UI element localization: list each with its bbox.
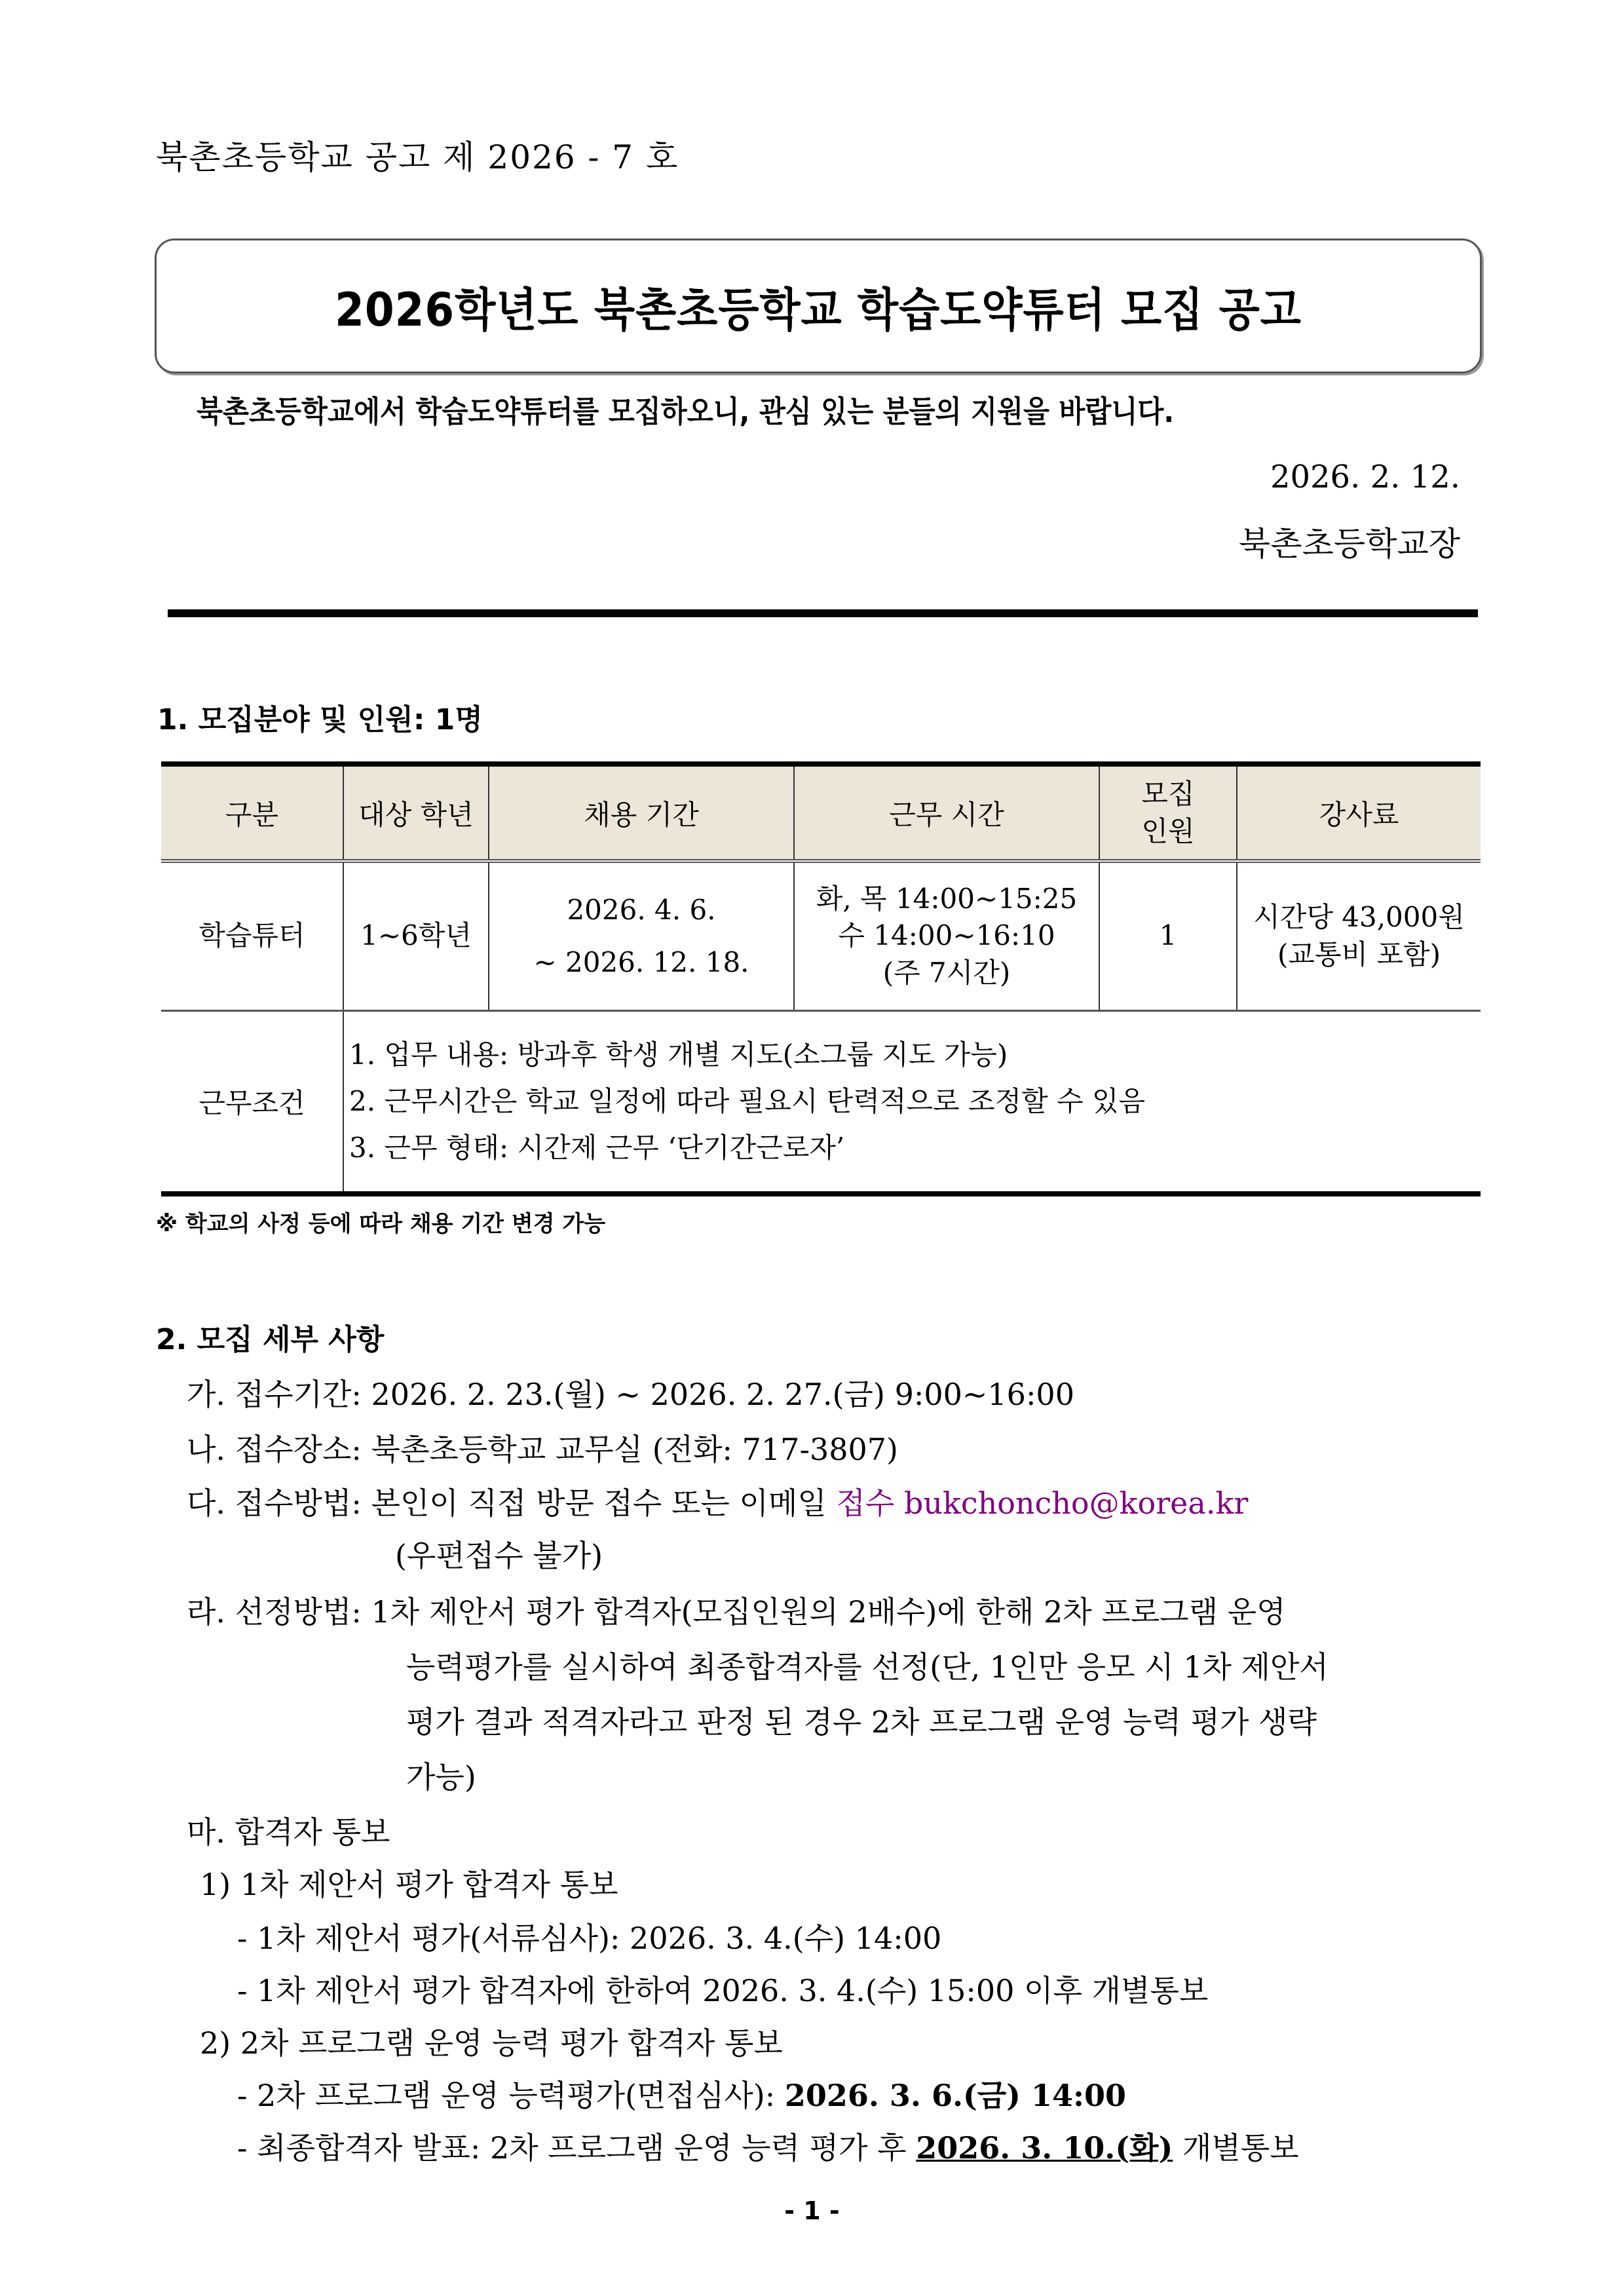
item-ma: 마. 합격자 통보 <box>187 1814 390 1850</box>
conditions-list <box>343 1010 1481 1194</box>
item-ra-line3: 평가 결과 적격자라고 판정 된 경우 2차 프로그램 운영 능력 평가 생략 <box>406 1704 1317 1740</box>
condition-item: 2. 근무시간은 학교 일정에 따라 필요시 탄력적으로 조정할 수 있음 <box>349 1085 1146 1118</box>
cell-hours <box>794 861 1099 1010</box>
da-prefix: 다. 접수방법: 본인이 직접 방문 접수 또는 이메일 <box>187 1485 837 1521</box>
intro-text: 북촌초등학교에서 학습도약튜터를 모집하오니, 관심 있는 분들의 지원을 바랍니다. <box>197 394 1175 429</box>
notice-number: 북촌초등학교 공고 제 2026 - 7 호 <box>156 138 679 176</box>
condition-item: 3. 근무 형태: 시간제 근무 ‘단기간근로자’ <box>349 1132 845 1164</box>
hours-line3: (주 7시간) <box>882 957 1011 989</box>
header-grade: 대상 학년 <box>343 764 489 861</box>
item-ra-line2: 능력평가를 실시하여 최종합격자를 선정(단, 1인만 응모 시 1차 제안서 <box>406 1649 1329 1685</box>
ma2-a-prefix: - 2차 프로그램 운영 능력평가(면접심사): <box>237 2078 785 2113</box>
conditions-label: 근무조건 <box>161 1010 343 1194</box>
cell-grade: 1~6학년 <box>343 861 489 1010</box>
header-period: 채용 기간 <box>489 764 794 861</box>
table-row <box>161 861 1481 1010</box>
recruitment-table <box>161 761 1481 1196</box>
condition-item: 1. 업무 내용: 방과후 학생 개별 지도(소그룹 지도 가능) <box>349 1038 1008 1071</box>
item-da-line2: (우편접수 불가) <box>395 1538 603 1573</box>
cell-pay <box>1237 861 1481 1010</box>
email-link[interactable]: 접수 bukchoncho@korea.kr <box>836 1485 1249 1521</box>
ma2-b-suffix: 개별통보 <box>1173 2130 1299 2166</box>
issuer: 북촌초등학교장 <box>1238 525 1460 563</box>
section2-heading: 2. 모집 세부 사항 <box>156 1323 385 1356</box>
page-title: 2026학년도 북촌초등학교 학습도약튜터 모집 공고 <box>335 282 1302 337</box>
item-ra-line1: 라. 선정방법: 1차 제안서 평가 합격자(모집인원의 2배수)에 한해 2차 프로그램 운영 <box>187 1594 1286 1630</box>
pay-line2: (교통비 포함) <box>1277 938 1441 970</box>
item-ma1-a: - 1차 제안서 평가(서류심사): 2026. 3. 4.(수) 14:00 <box>237 1921 942 1956</box>
item-ra-line4: 가능) <box>406 1759 476 1795</box>
header-hours: 근무 시간 <box>794 764 1099 861</box>
table-note: ※ 학교의 사정 등에 따라 채용 기간 변경 가능 <box>156 1211 606 1237</box>
header-recruit-count <box>1099 764 1237 861</box>
cell-period <box>489 861 794 1010</box>
header-pay: 강사료 <box>1237 764 1481 861</box>
pay-line1: 시간당 43,000원 <box>1253 901 1465 934</box>
section1-heading: 1. 모집분야 및 인원: 1명 <box>157 703 483 737</box>
item-na-location: 나. 접수장소: 북촌초등학교 교무실 (전화: 717-3807) <box>187 1432 899 1467</box>
hours-line2: 수 14:00~16:10 <box>838 919 1055 952</box>
item-ma1-b: - 1차 제안서 평가 합격자에 한하여 2026. 3. 4.(수) 15:00 이후 개별통보 <box>237 1973 1209 2008</box>
title-box <box>155 239 1482 373</box>
notice-date: 2026. 2. 12. <box>1270 459 1460 495</box>
item-ga-period: 가. 접수기간: 2026. 2. 23.(월) ~ 2026. 2. 27.(금) 9:00~16:00 <box>187 1377 1074 1412</box>
interview-date: 2026. 3. 6.(금) 14:00 <box>784 2078 1126 2113</box>
period-end: ~ 2026. 12. 18. <box>533 946 749 978</box>
item-ma1: 1) 1차 제안서 평가 합격자 통보 <box>200 1867 618 1902</box>
cell-category: 학습튜터 <box>161 861 343 1010</box>
item-ma2-a <box>237 2072 1126 2115</box>
hours-line1: 화, 목 14:00~15:25 <box>816 882 1078 915</box>
header-divider <box>168 609 1478 617</box>
final-announcement-date: 2026. 3. 10.(화) <box>916 2130 1173 2166</box>
cell-count: 1 <box>1099 861 1237 1010</box>
page-number: - 1 - <box>784 2196 840 2225</box>
period-start: 2026. 4. 6. <box>567 893 716 926</box>
conditions-row <box>161 1010 1481 1194</box>
ma2-b-prefix: - 최종합격자 발표: 2차 프로그램 운영 능력 평가 후 <box>237 2130 916 2166</box>
header-recruit-line1: 모집 <box>1141 777 1195 810</box>
header-recruit-line2: 인원 <box>1141 814 1195 847</box>
table-header-row <box>161 764 1481 861</box>
item-da-method <box>187 1480 1248 1523</box>
item-ma2: 2) 2차 프로그램 운영 능력 평가 합격자 통보 <box>200 2025 783 2061</box>
header-category: 구분 <box>161 764 343 861</box>
item-ma2-b <box>237 2124 1299 2168</box>
